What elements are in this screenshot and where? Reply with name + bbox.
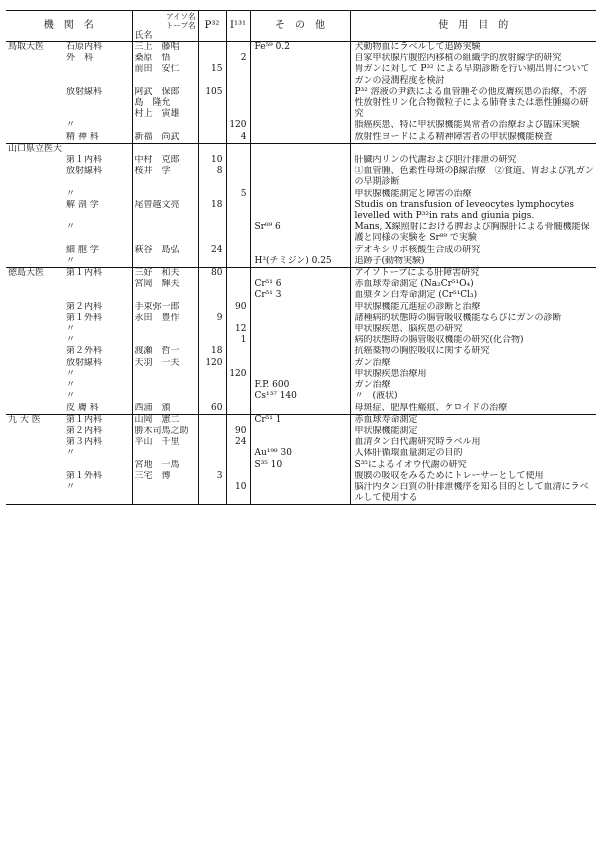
person-name [132,482,198,505]
p32-amount: 8 [198,166,226,188]
i131-amount [226,87,250,121]
institution-cell [6,268,132,280]
person-name: 平山 千里 [132,437,198,448]
purpose-text [350,143,596,155]
purpose-text: 脂癌疾患、特に甲状腺機能異常者の治療および臨床実験 [354,120,580,131]
person-name: 尾曽越文亮 [132,200,198,222]
purpose-text: 自家甲状腺片腹腔内移植の組織学的放射線学的研究 [354,53,562,64]
purpose-text: 甲状腺疾患治療用 [354,368,427,379]
i131-amount [226,313,250,324]
dept-name: 第１内科 [66,414,103,425]
dept-name: 第２内科 [66,301,103,312]
purpose-text: ガン治療 [354,357,391,368]
i131-amount: 4 [226,132,250,144]
institution-cell [6,482,132,505]
person-name: 手束弥一郎 [132,302,198,313]
p32-amount [198,460,226,471]
institution-cell [6,460,132,471]
person-name: 新福 尚武 [132,132,198,144]
table-row [6,64,596,86]
other-isotope: Cs¹³⁷ 140 [250,391,350,402]
dept-name: 〃 [66,120,76,131]
p32-amount [198,256,226,268]
i131-amount [226,245,250,256]
institution-cell [6,279,132,290]
p32-amount [198,324,226,335]
other-isotope [250,189,350,200]
institution-cell [6,87,132,121]
org-name: 山口県立医大 [8,143,63,154]
p32-amount: 10 [198,155,226,166]
purpose-text: 甲状腺機能測定と障害の治療 [354,188,472,199]
i131-amount [226,414,250,426]
institution-cell [6,42,132,54]
person-name: 渡瀬 哲一 [132,346,198,357]
p32-amount [198,380,226,391]
p32-amount [198,222,226,244]
i131-amount [226,290,250,301]
other-isotope [250,358,350,369]
purpose-text: 赤血球寿命測定 [354,414,418,425]
i131-amount [226,471,250,482]
p32-amount [198,189,226,200]
purpose-text: 人体肝循環血量測定の目的 [354,448,463,459]
dept-name: 第２外科 [66,346,103,357]
dept-name: 〃 [66,222,76,233]
purpose-text: 甲状腺疾患、脳疾患の研究 [354,324,463,335]
other-isotope [250,64,350,86]
i131-amount [226,460,250,471]
person-name: 桜井 学 [132,166,198,188]
p32-amount [198,42,226,54]
dept-name: 〃 [66,368,76,379]
p32-amount: 3 [198,471,226,482]
table-row [6,155,596,166]
purpose-text: デオキシリボ核酸生合成の研究 [354,244,481,255]
dept-name: 〃 [66,448,76,459]
person-name: 三宅 博 [132,471,198,482]
p32-amount [198,290,226,301]
other-isotope [250,313,350,324]
table-row [6,143,596,155]
other-isotope [250,143,350,155]
p32-amount [198,335,226,346]
other-isotope [250,132,350,144]
header-row [6,11,596,42]
i131-amount [226,380,250,391]
other-isotope: Sr⁸⁹ 6 [250,222,350,244]
i131-amount: 24 [226,437,250,448]
table-row [6,403,596,415]
i131-amount: 5 [226,189,250,200]
table-row [6,42,596,54]
isotope-usage-table [6,10,596,505]
purpose-text: 病的状態時の腸管吸収機能の研究(化合物) [354,335,524,346]
person-name: 三上 藤唱 [132,42,198,54]
table-row [6,53,596,64]
other-isotope [250,471,350,482]
person-name: 萩谷 島弘 [132,245,198,256]
institution-cell [6,120,132,131]
other-isotope [250,403,350,415]
other-isotope [250,482,350,505]
institution-cell [6,426,132,437]
p32-amount: 60 [198,403,226,415]
person-name [132,189,198,200]
institution-cell [6,166,132,188]
institution-cell [6,471,132,482]
purpose-text: 甲状腺機能測定 [354,425,418,436]
org-name: 九 大 医 [8,414,41,425]
dept-name: 外 科 [66,53,94,64]
i131-amount [226,166,250,188]
p32-amount: 18 [198,346,226,357]
purpose-text: Mans, X線照射における脾および胸腺肝による骨髄機能保護と同様の実験を Sr⁸⁹ で実験 [354,222,590,244]
purpose-text: 抗癌薬物の胸腔吸収に関する研究 [354,346,490,357]
dept-name: 第１外科 [66,470,103,481]
table-row [6,471,596,482]
table-row [6,120,596,131]
institution-cell [6,437,132,448]
p32-amount [198,437,226,448]
p32-amount [198,426,226,437]
institution-cell [6,380,132,391]
i131-amount [226,256,250,268]
institution-cell [6,155,132,166]
purpose-text: 諸種病的状態時の腸管吸収機能ならびにガンの診断 [354,312,562,323]
i131-amount: 10 [226,482,250,505]
dept-name: 解 剖 学 [66,199,99,210]
purpose-text: 赤血球寿命測定 (Na₂Cr⁵¹O₄) [354,279,474,290]
p32-amount: 18 [198,200,226,222]
purpose-text: 血漿タン白寿命測定 (Cr⁵¹Cl₃) [354,290,478,301]
other-isotope: H³(チミジン) 0.25 [250,256,350,268]
person-name [132,380,198,391]
institution-cell [6,346,132,357]
i131-amount [226,358,250,369]
i131-amount [226,391,250,402]
person-name: 永田 豊作 [132,313,198,324]
table-row [6,313,596,324]
person-name: 西浦 頒 [132,403,198,415]
i131-amount [226,403,250,415]
person-name: 桑原 悟 [132,53,198,64]
purpose-text: ①血管腫、色素性母斑のβ線治療 ②食道、胃および乳ガンの早期診断 [354,166,594,188]
table-row [6,391,596,402]
institution-cell [6,200,132,222]
purpose-text: P³² 溶液の尹鉄による血管腫その他皮膚疾患の治療、不溶性放射性リン化合物微粒子による肺脊または悪性腫瘍の研究 [354,86,589,120]
dept-name: 第１内科 [66,155,103,166]
purpose-text: ガン治療 [354,380,391,391]
dept-name: 第１内科 [66,268,103,279]
other-isotope: Cr⁵¹ 6 [250,279,350,290]
table-row [6,132,596,144]
other-isotope [250,426,350,437]
other-isotope: Cr⁵¹ 1 [250,414,350,426]
table-row [6,346,596,357]
institution-cell [6,369,132,380]
p32-amount [198,482,226,505]
person-name [132,369,198,380]
purpose-text: 放射性ヨードによる精神障害者の甲状腺機能検査 [350,132,596,144]
dept-name: 放射線科 [66,166,103,177]
dept-name: 放射線科 [66,357,103,368]
person-name: 阿武 保郎 島 隆允 村上 寅雄 [132,87,198,121]
institution-cell [6,448,132,459]
i131-amount [226,42,250,54]
purpose-text: 犬動物血にラベルして追跡実験 [354,42,481,52]
dept-name: 〃 [66,335,76,346]
other-isotope [250,200,350,222]
table-row [6,245,596,256]
purpose-text: 追跡子(動物実験) [350,256,596,268]
institution-cell [6,302,132,313]
p32-amount: 15 [198,64,226,86]
dept-name: 〃 [66,380,76,391]
purpose-text: S³⁵によるイオウ代謝の研究 [354,459,467,470]
institution-cell [6,324,132,335]
i131-amount [226,155,250,166]
table-row [6,335,596,346]
i131-amount: 12 [226,324,250,335]
institution-cell [6,222,132,244]
other-isotope [250,335,350,346]
dept-name: 〃 [66,324,76,335]
p32-amount [198,302,226,313]
institution-cell [6,414,132,426]
person-name: 天羽 一夫 [132,358,198,369]
table-row [6,200,596,222]
institution-cell [6,403,132,415]
person-name: 前田 安仁 [132,64,198,86]
person-name [132,391,198,402]
institution-cell [6,335,132,346]
other-isotope: Fe⁵⁹ 0.2 [250,42,350,54]
p32-amount [198,448,226,459]
institution-cell [6,358,132,369]
other-isotope: Au¹⁹⁸ 30 [250,448,350,459]
other-isotope [250,324,350,335]
dept-name: 第３内科 [66,437,103,448]
table-row [6,87,596,121]
i131-amount [226,346,250,357]
i131-amount [226,64,250,86]
purpose-text: 〃 (液状) [354,391,398,402]
i131-amount [226,200,250,222]
purpose-text: Studis on transfusion of leveocytes lymphocytes levelled with P³²in rats and giunia pigs. [354,199,575,222]
other-isotope [250,437,350,448]
p32-amount [198,143,226,155]
p32-amount [198,279,226,290]
table-row [6,482,596,505]
i131-amount: 120 [226,369,250,380]
person-name [132,335,198,346]
i131-amount: 2 [226,53,250,64]
i131-amount: 90 [226,426,250,437]
dept-name: 第２内科 [66,425,103,436]
table-row [6,369,596,380]
table-body [6,42,596,505]
i131-amount [226,448,250,459]
table-row [6,380,596,391]
purpose-text: 母斑症、肥厚性瘢痕、ケロイドの治療 [350,403,596,415]
table-row [6,414,596,426]
person-name: 中村 克郎 [132,155,198,166]
dept-name: 〃 [66,391,76,402]
org-name: 徳島大医 [8,268,45,279]
p32-amount [198,132,226,144]
p32-amount [198,391,226,402]
dept-name: 〃 [66,255,76,266]
other-isotope [250,369,350,380]
other-isotope [250,166,350,188]
i131-amount: 90 [226,302,250,313]
institution-cell [6,132,132,144]
person-name [132,448,198,459]
person-name [132,290,198,301]
header-name [132,11,198,42]
other-isotope [250,155,350,166]
table-row [6,324,596,335]
institution-cell [6,391,132,402]
person-name: 三好 和夫 [132,268,198,280]
other-isotope: Cr⁵¹ 3 [250,290,350,301]
table-row [6,290,596,301]
header-other: そ の 他 [250,11,350,42]
i131-amount [226,222,250,244]
person-name [132,222,198,244]
person-name [132,324,198,335]
dept-name: 皮 膚 科 [66,402,99,413]
table-row [6,189,596,200]
header-iso-label: アイソ名 トープ名 [165,12,196,30]
purpose-text: アイソトープによる肝障害研究 [354,268,480,279]
p32-amount: 9 [198,313,226,324]
other-isotope [250,302,350,313]
table-row [6,302,596,313]
table-row [6,256,596,268]
p32-amount [198,120,226,131]
institution-cell [6,64,132,86]
other-isotope: S³⁵ 10 [250,460,350,471]
institution-cell [6,290,132,301]
person-name [132,120,198,131]
table-row [6,426,596,437]
i131-amount [226,268,250,280]
i131-amount: 1 [226,335,250,346]
other-isotope [250,120,350,131]
other-isotope: F.P. 600 [250,380,350,391]
purpose-text: 肝臓内リンの代謝および胆汁排泄の研究 [354,155,517,166]
other-isotope [250,245,350,256]
dept-name: 第１外科 [66,312,103,323]
purpose-text: 腹膜の吸収をみるためにトレーサーとして使用 [354,470,544,481]
dept-name: 精 神 科 [66,131,99,142]
dept-name: 〃 [66,188,76,199]
p32-amount: 105 [198,87,226,121]
institution-cell [6,189,132,200]
person-name: 勝木司馬之助 [132,426,198,437]
purpose-text: 脳汁内タン白質の肝排泄機序を知る目的として血清にラベルして使用する [350,482,596,505]
header-p32: P³² [198,11,226,42]
p32-amount: 24 [198,245,226,256]
dept-name: 放射線科 [66,86,103,97]
institution-cell [6,143,132,155]
table-row [6,358,596,369]
i131-amount: 120 [226,120,250,131]
institution-cell [6,245,132,256]
table-row [6,166,596,188]
header-institution: 機 関 名 [6,11,132,42]
p32-amount [198,414,226,426]
p32-amount [198,369,226,380]
purpose-text: 胃ガンに対して P³² による早期診断を行い剔出胃についてガンの浸潤程度を検討 [354,64,590,86]
table-row [6,222,596,244]
institution-cell [6,53,132,64]
purpose-text: 甲状腺機能亢進症の診断と治療 [354,301,481,312]
other-isotope [250,346,350,357]
table-row [6,437,596,448]
table-row [6,460,596,471]
table-row [6,268,596,280]
institution-cell [6,313,132,324]
table-row [6,448,596,459]
person-name: 宮岡 輝夫 [132,279,198,290]
person-name [132,143,198,155]
p32-amount: 120 [198,358,226,369]
dept-name: 細 胞 学 [66,244,99,255]
purpose-text: 血清タン白代謝研究時ラベル用 [354,437,481,448]
header-name-label: 氏名 [134,31,153,41]
p32-amount [198,53,226,64]
header-purpose: 使 用 目 的 [350,11,596,42]
other-isotope [250,53,350,64]
other-isotope [250,268,350,280]
i131-amount [226,143,250,155]
p32-amount: 80 [198,268,226,280]
table-row [6,279,596,290]
person-name: 宮地 一馬 [132,460,198,471]
dept-name: 石原内科 [66,42,103,52]
other-isotope [250,87,350,121]
org-name: 鳥取大医 [8,42,45,52]
header-i131: I¹³¹ [226,11,250,42]
person-name: 山岡 憲二 [132,414,198,426]
institution-cell [6,256,132,268]
person-name [132,256,198,268]
dept-name: 〃 [66,481,76,492]
i131-amount [226,279,250,290]
